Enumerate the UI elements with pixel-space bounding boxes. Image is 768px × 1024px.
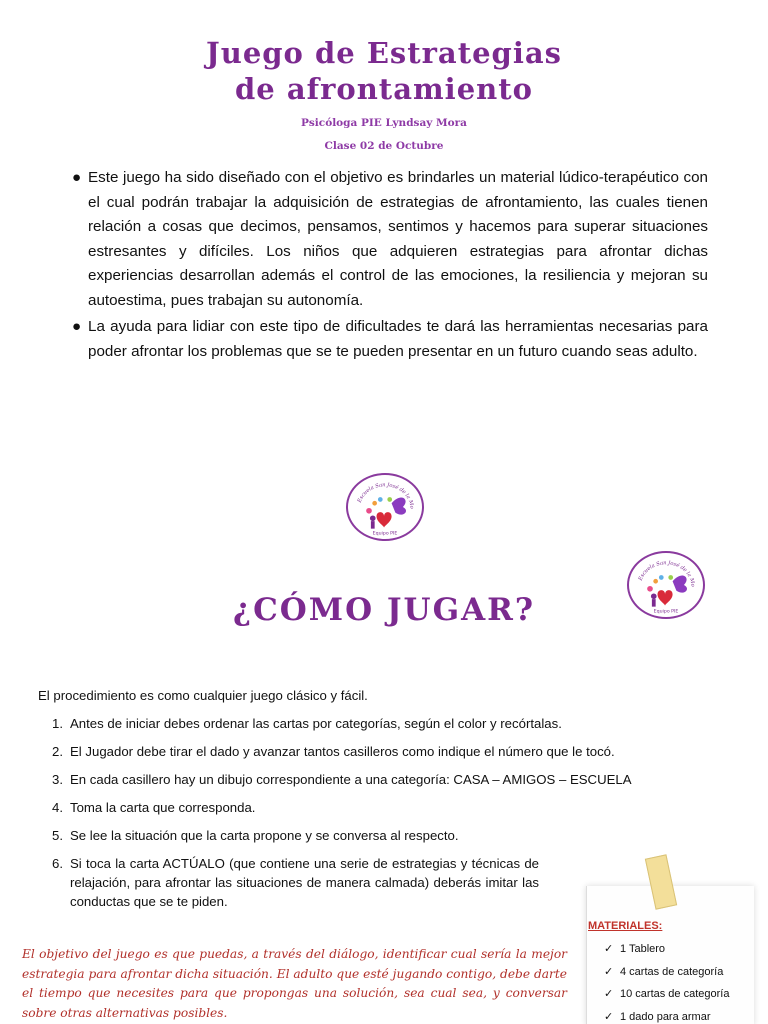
steps-list [38, 714, 632, 920]
butterfly-heart-icon [348, 475, 422, 539]
check-icon: ✓ [604, 965, 614, 978]
school-logo [346, 473, 424, 541]
author-line: Psicóloga PIE Lyndsay Mora [301, 117, 467, 129]
step-item: 1. Antes de iniciar debes ordenar las cartas por categorías, según el color y recórtalas. [52, 716, 562, 731]
material-item: ✓ 10 cartas de categoría [604, 983, 729, 1006]
material-item: ✓ 1 dado para armar [604, 1006, 729, 1024]
step-item: 5. Se lee la situación que la carta propone y se conversa al respecto. [52, 828, 459, 843]
bullet-icon: ● [72, 169, 82, 186]
step-item: 6. Si toca la carta ACTÚALO (que contiene una serie de estrategias y técnicas de relajación, para afrontar las situaciones de manera calmada) deberás imitar las conductas que se te piden. [52, 856, 539, 909]
intro-list [72, 166, 708, 366]
check-icon: ✓ [604, 943, 614, 955]
svg-text:Escuela San José de la Montaña: Escuela San José de la Mo [356, 482, 415, 510]
material-item: ✓ 4 cartas de categoría [604, 961, 729, 984]
bullet-icon: ● [72, 318, 82, 335]
objective-text: El objetivo del juego es que puedas, a través del diálogo, identificar cual sería la mejor estrategia para afrontar dicha situación. El adulto que esté jugando contigo, debe darte el tiempo que necesites para que propongas una solución, sea cual sea, y conversar sobre otras alternativas posibles. [22, 947, 567, 1020]
svg-text:Equipo PIE: Equipo PIE [372, 531, 398, 537]
step-item: 4. Toma la carta que corresponda. [52, 800, 256, 815]
check-icon: ✓ [604, 1010, 614, 1023]
how-to-play-title: ¿CÓMO JUGAR? [232, 592, 536, 628]
step-item: 2. El Jugador debe tirar el dado y avanzar tantos casilleros como indique el número que le tocó. [52, 744, 615, 759]
date-line: Clase 02 de Octubre [324, 140, 444, 152]
materials-title: MATERIALES: [588, 920, 663, 932]
intro-item: ● Este juego ha sido diseñado con el objetivo es brindarles un material lúdico-terapéutico con el cual podrán trabajar la adquisición de estrategias de afrontamiento, las cuales tienen relación a cosas que decimos, pensamos, sentimos y hacemos para superar situaciones estresantes y difíciles. Los niños que adquieren estrategias para afrontar dichas experiencias desarrollan además el control de las emociones, la resiliencia y mejoran su autoestima, pues trabajan su autonomía. [72, 166, 708, 313]
procedure-intro: El procedimiento es como cualquier juego clásico y fácil. [38, 688, 368, 703]
materials-list [604, 938, 729, 1024]
check-icon: ✓ [604, 988, 614, 1000]
title-line-2: de afrontamiento [235, 72, 533, 106]
material-item: ✓ 1 Tablero [604, 938, 729, 961]
step-item: 3. En cada casillero hay un dibujo correspondiente a una categoría: CASA – AMIGOS – ESCUELA [52, 772, 632, 787]
intro-item: ● La ayuda para lidiar con este tipo de dificultades te dará las herramientas necesarias para poder afrontar los problemas que se te pueden presentar en un futuro cuando seas adulto. [72, 315, 708, 364]
title-line-1: Juego de Estrategias [206, 36, 562, 70]
svg-text:Equipo PIE: Equipo PIE [653, 609, 679, 615]
svg-text:Escuela San José de la Montaña: Escuela San José de la Mo [637, 560, 696, 588]
